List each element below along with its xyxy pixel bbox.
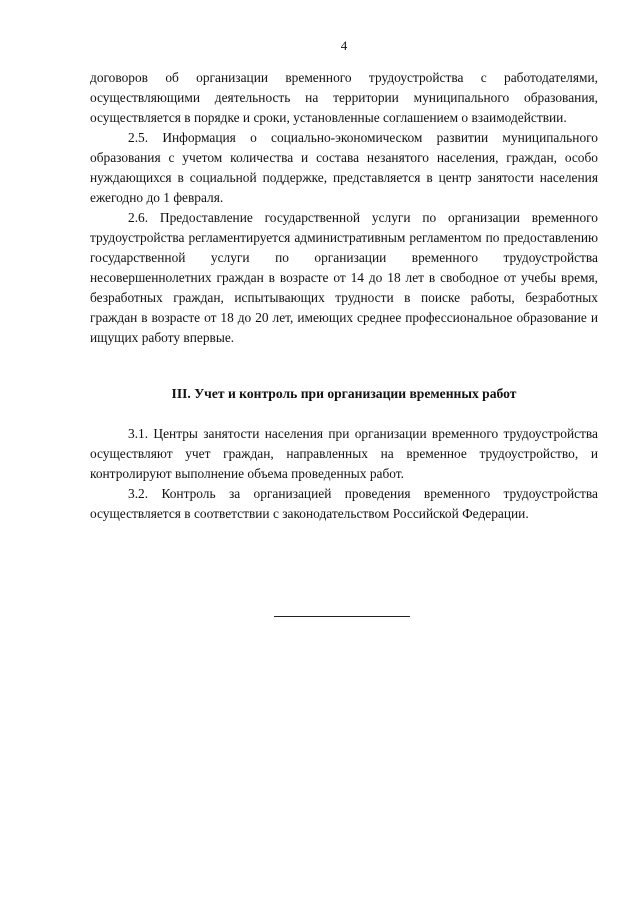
paragraph-3-2: 3.2. Контроль за организацией проведения временного трудоустройства осуществляется в соответствии с законодательством Российской Федерации. xyxy=(90,486,598,521)
paragraph-continuation: договоров об организации временного трудоустройства с работодателями, осуществляющими деятельность на территории муниципального образования, осуществляется в порядке и сроки, установленные соглашением о взаимодействии. xyxy=(90,70,598,125)
page-number: 4 xyxy=(340,38,348,53)
spacer xyxy=(90,348,598,370)
section-heading: III. Учет и контроль при организации временных работ xyxy=(171,386,517,401)
paragraph-3-1: 3.1. Центры занятости населения при организации временного трудоустройства осуществляют учет граждан, направленных на временное трудоустройство, и контролируют выполнение объема проведенных работ. xyxy=(90,426,598,481)
end-rule xyxy=(274,616,410,617)
paragraph-2-5: 2.5. Информация о социально-экономическом развитии муниципального образования с учетом количества и состава незанятого населения, граждан, особо нуждающихся в социальной поддержке, представляется в центр занятости населения ежегодно до 1 февраля. xyxy=(90,130,598,205)
document-page xyxy=(90,36,598,524)
spacer xyxy=(90,404,598,424)
paragraph-2-6: 2.6. Предоставление государственной услуги по организации временного трудоустройства регламентируется административным регламентом по предоставлению государственной услуги по организации временного трудоустройства несовершеннолетних граждан в возрасте от 14 до 18 лет в свободное от учебы время, безработных граждан, испытывающих трудности в поиске работы, безработных граждан в возрасте от 18 до 20 лет, имеющих среднее профессиональное образование и ищущих работу впервые. xyxy=(90,210,598,345)
